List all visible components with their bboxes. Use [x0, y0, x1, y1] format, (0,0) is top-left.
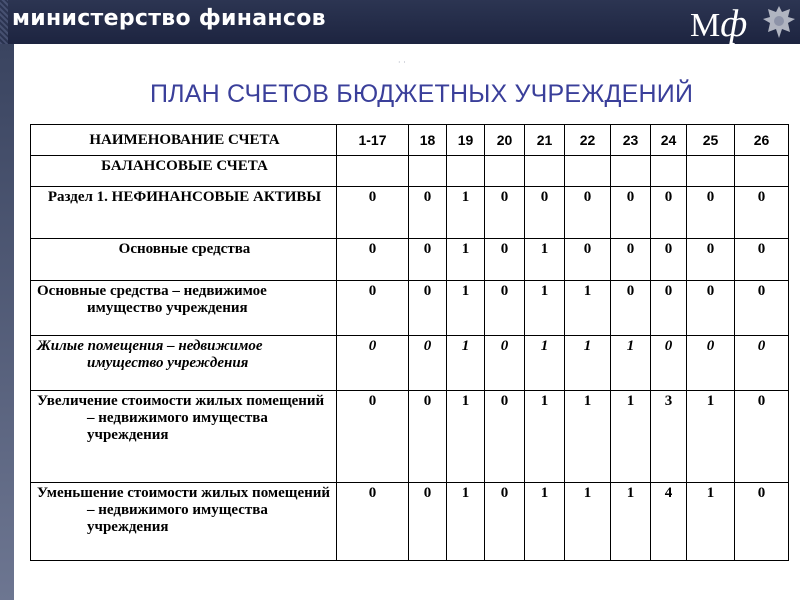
slide-title: ПЛАН СЧЕТОВ БЮДЖЕТНЫХ УЧРЕЖДЕНИЙ — [150, 80, 694, 108]
digit-cell-22: 1 — [565, 336, 611, 391]
digit-cell-24: 0 — [651, 336, 687, 391]
digit-cell-24: 3 — [651, 391, 687, 483]
digit-cell-20: 0 — [485, 483, 525, 561]
digit-cell-26: 0 — [735, 336, 789, 391]
digit-cell-18: 0 — [409, 281, 447, 336]
column-header-20: 20 — [485, 125, 525, 156]
digit-cell-25: 0 — [687, 239, 735, 281]
digit-cell-18: 0 — [409, 483, 447, 561]
digit-cell-26: 0 — [735, 281, 789, 336]
digit-cell-21: 0 — [525, 187, 565, 239]
digit-cell-1-17: 0 — [337, 483, 409, 561]
digit-cell-22: 1 — [565, 281, 611, 336]
digit-cell-19: 1 — [447, 239, 485, 281]
column-header-22: 22 — [565, 125, 611, 156]
column-header-25: 25 — [687, 125, 735, 156]
account-name-cell: Основные средства – недвижимое имущество учреждения — [31, 281, 337, 336]
digit-cell-23: 1 — [611, 391, 651, 483]
table-row — [31, 281, 789, 336]
digit-cell-20: 0 — [485, 391, 525, 483]
digit-cell-19: 1 — [447, 281, 485, 336]
digit-cell-19: 1 — [447, 391, 485, 483]
digit-cell-19: 1 — [447, 336, 485, 391]
table-row — [31, 336, 789, 391]
column-header-26: 26 — [735, 125, 789, 156]
accounts-table — [30, 124, 789, 561]
digit-cell-24: 0 — [651, 281, 687, 336]
account-name-cell: Увеличение стоимости жилых помещений – недвижимого имущества учреждения — [31, 391, 337, 483]
digit-cell-26: 0 — [735, 483, 789, 561]
digit-cell-21 — [525, 156, 565, 187]
account-name-cell: Жилые помещения – недвижимое имущество учреждения — [31, 336, 337, 391]
digit-cell-23: 0 — [611, 187, 651, 239]
logo-letter-f: ф — [720, 3, 748, 44]
eagle-emblem-icon — [762, 4, 796, 40]
digit-cell-1-17: 0 — [337, 187, 409, 239]
digit-cell-26: 0 — [735, 239, 789, 281]
digit-cell-26 — [735, 156, 789, 187]
column-header-1-17: 1-17 — [337, 125, 409, 156]
column-header-name: НАИМЕНОВАНИЕ СЧЕТА — [31, 125, 337, 156]
account-name-cell: Уменьшение стоимости жилых помещений – недвижимого имущества учреждения — [31, 483, 337, 561]
digit-cell-24: 0 — [651, 239, 687, 281]
column-header-18: 18 — [409, 125, 447, 156]
digit-cell-22: 0 — [565, 187, 611, 239]
digit-cell-24 — [651, 156, 687, 187]
digit-cell-25: 0 — [687, 187, 735, 239]
digit-cell-25 — [687, 156, 735, 187]
digit-cell-25: 0 — [687, 281, 735, 336]
digit-cell-24: 4 — [651, 483, 687, 561]
digit-cell-19 — [447, 156, 485, 187]
header-pattern — [0, 0, 8, 44]
digit-cell-1-17: 0 — [337, 391, 409, 483]
account-name-cell: Основные средства — [31, 239, 337, 281]
table-row — [31, 156, 789, 187]
digit-cell-20: 0 — [485, 187, 525, 239]
digit-cell-1-17: 0 — [337, 281, 409, 336]
digit-cell-24: 0 — [651, 187, 687, 239]
column-header-19: 19 — [447, 125, 485, 156]
digit-cell-21: 1 — [525, 336, 565, 391]
decor-dots: · · — [398, 58, 406, 67]
minfin-logo — [690, 2, 747, 44]
digit-cell-1-17 — [337, 156, 409, 187]
digit-cell-23 — [611, 156, 651, 187]
digit-cell-19: 1 — [447, 483, 485, 561]
column-header-24: 24 — [651, 125, 687, 156]
digit-cell-25: 1 — [687, 483, 735, 561]
header-bar — [0, 0, 800, 44]
account-name-cell: БАЛАНСОВЫЕ СЧЕТА — [31, 156, 337, 187]
digit-cell-18: 0 — [409, 187, 447, 239]
digit-cell-23: 0 — [611, 239, 651, 281]
digit-cell-18: 0 — [409, 336, 447, 391]
account-name-cell: Раздел 1. НЕФИНАНСОВЫЕ АКТИВЫ — [31, 187, 337, 239]
digit-cell-20: 0 — [485, 336, 525, 391]
digit-cell-25: 1 — [687, 391, 735, 483]
digit-cell-20: 0 — [485, 239, 525, 281]
digit-cell-1-17: 0 — [337, 336, 409, 391]
column-header-21: 21 — [525, 125, 565, 156]
digit-cell-21: 1 — [525, 391, 565, 483]
digit-cell-23: 1 — [611, 483, 651, 561]
digit-cell-18 — [409, 156, 447, 187]
digit-cell-23: 1 — [611, 336, 651, 391]
digit-cell-22: 1 — [565, 483, 611, 561]
digit-cell-1-17: 0 — [337, 239, 409, 281]
ministry-title: министерство финансов — [12, 6, 326, 31]
digit-cell-21: 1 — [525, 281, 565, 336]
digit-cell-22 — [565, 156, 611, 187]
digit-cell-21: 1 — [525, 239, 565, 281]
digit-cell-26: 0 — [735, 187, 789, 239]
digit-cell-22: 1 — [565, 391, 611, 483]
digit-cell-20: 0 — [485, 281, 525, 336]
table-row — [31, 483, 789, 561]
table-row — [31, 391, 789, 483]
table-row — [31, 239, 789, 281]
table-header-row — [31, 125, 789, 156]
table-row — [31, 187, 789, 239]
digit-cell-23: 0 — [611, 281, 651, 336]
digit-cell-22: 0 — [565, 239, 611, 281]
digit-cell-18: 0 — [409, 239, 447, 281]
digit-cell-18: 0 — [409, 391, 447, 483]
logo-letter-m: М — [690, 7, 721, 44]
side-strip — [0, 44, 14, 600]
column-header-23: 23 — [611, 125, 651, 156]
digit-cell-19: 1 — [447, 187, 485, 239]
digit-cell-25: 0 — [687, 336, 735, 391]
digit-cell-21: 1 — [525, 483, 565, 561]
digit-cell-20 — [485, 156, 525, 187]
digit-cell-26: 0 — [735, 391, 789, 483]
